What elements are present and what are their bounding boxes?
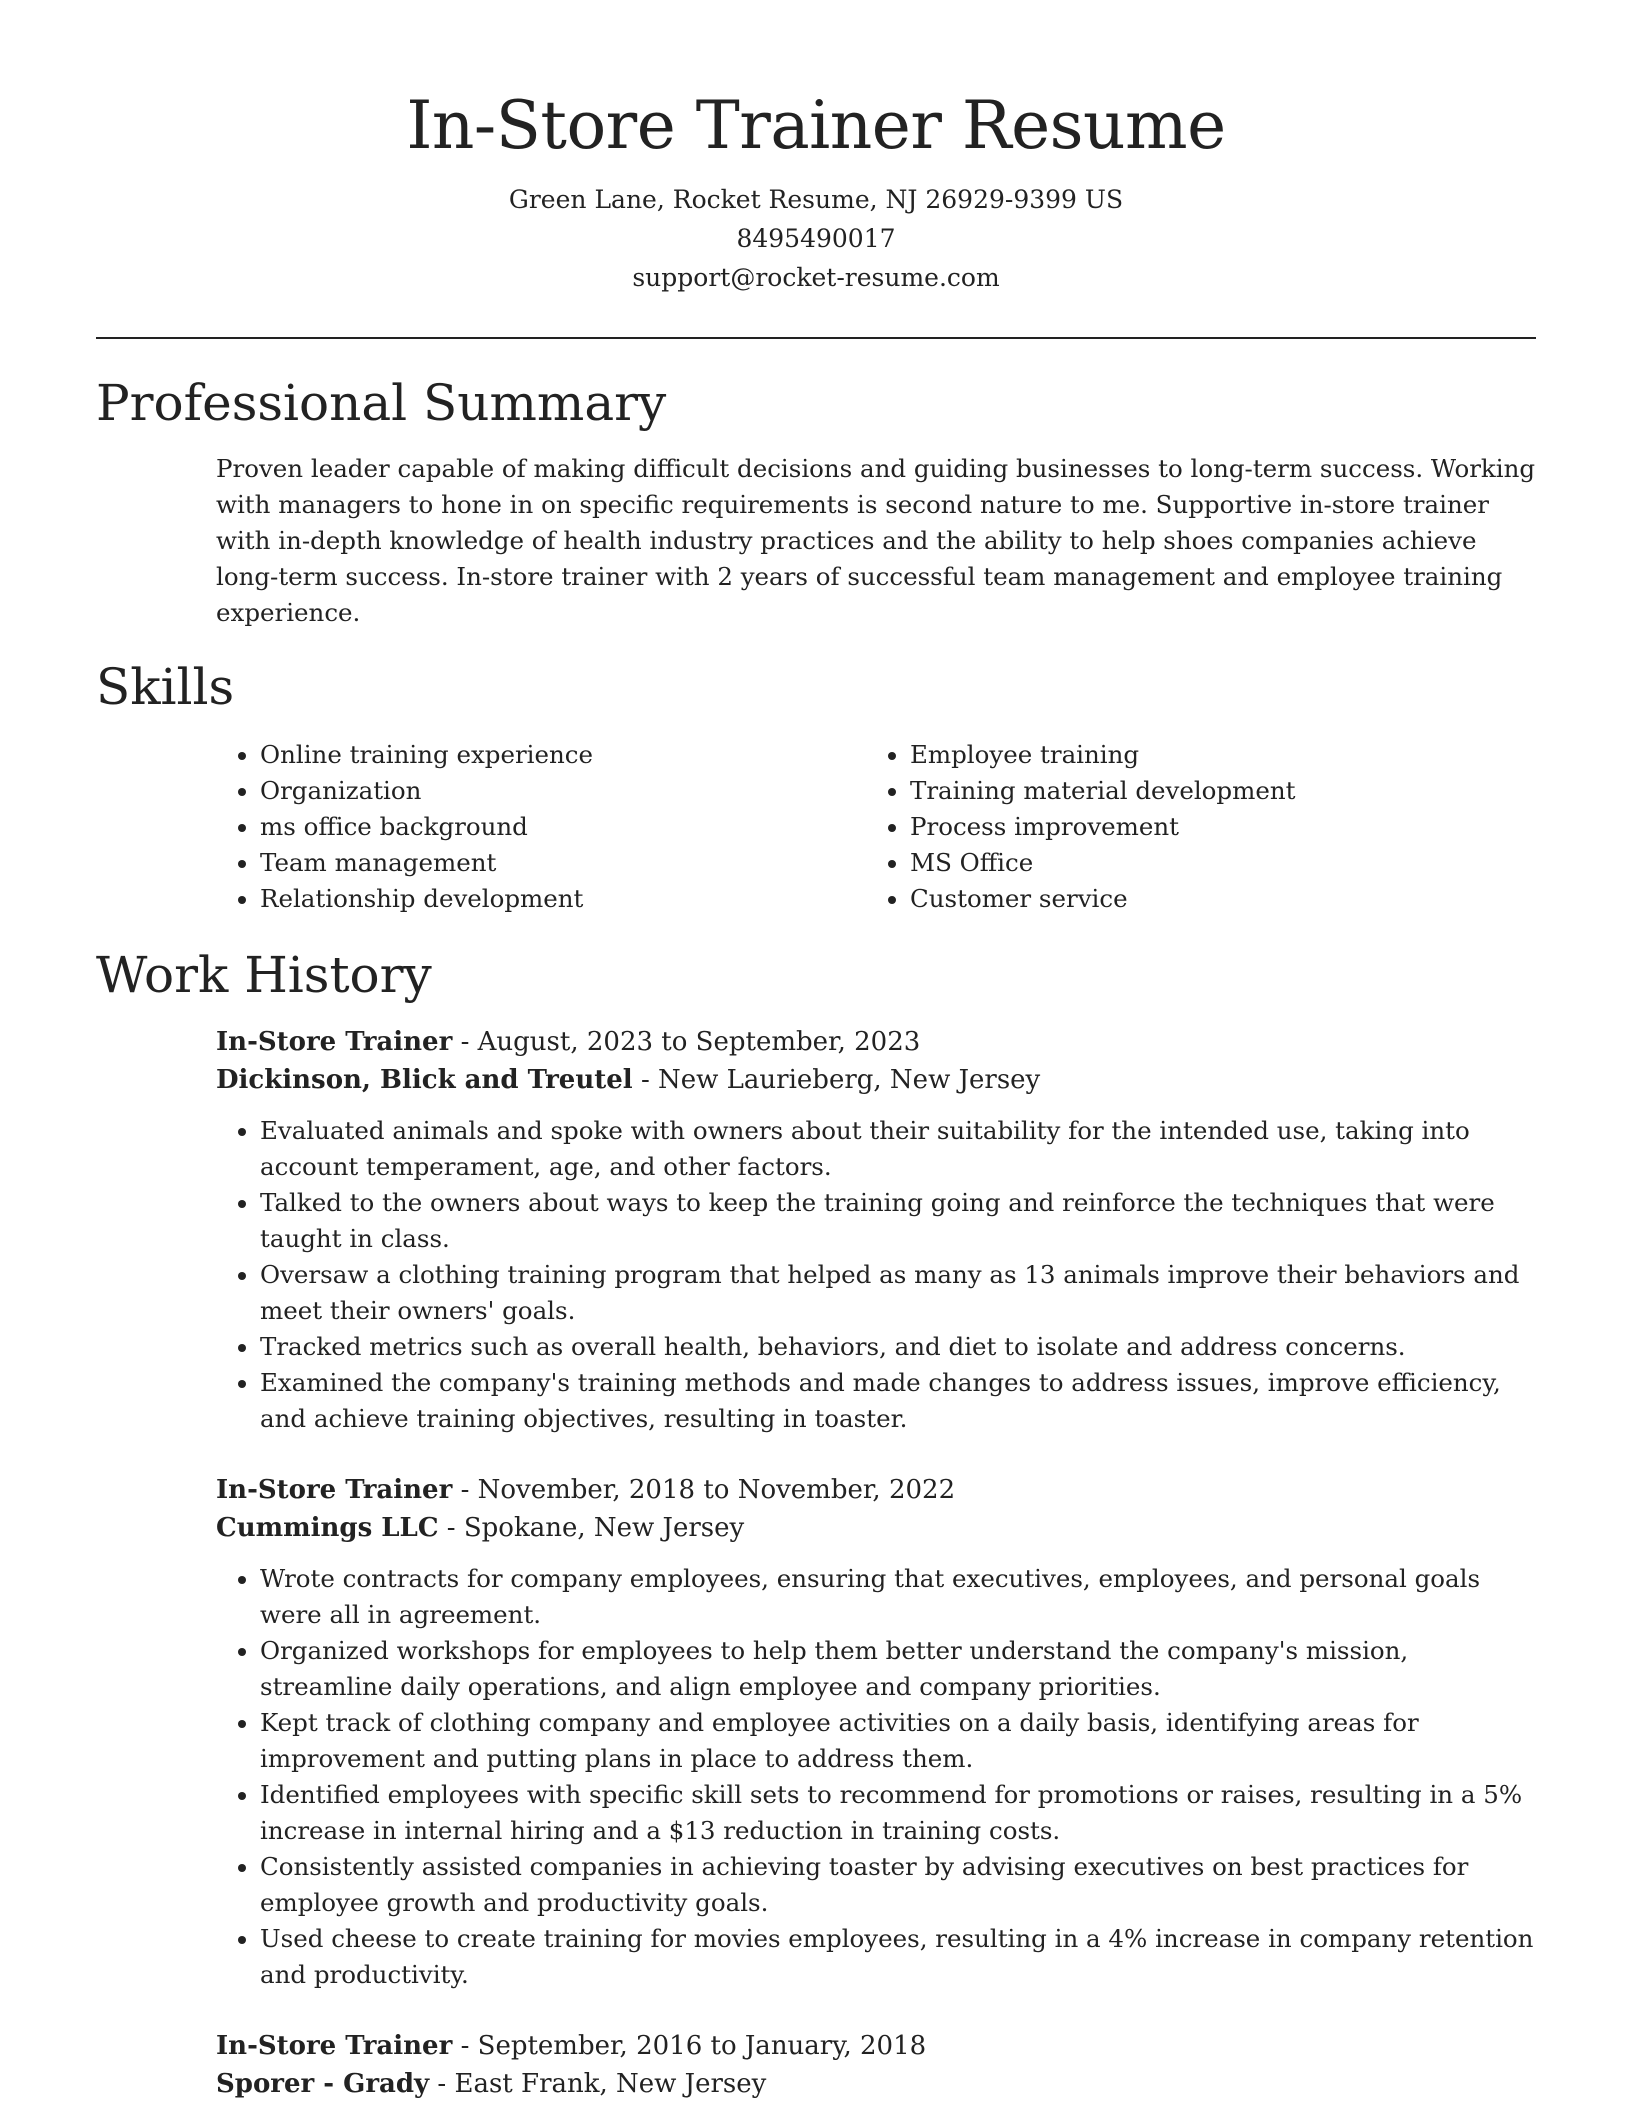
job-bullet: • Oversaw a clothing training program that helped as many as 13 animals improve their behaviors and meet their owners' goals. <box>260 1257 1536 1329</box>
job-company-line <box>216 2065 1536 2103</box>
job-company-line <box>216 1509 1536 1547</box>
skill-item: • Customer service <box>910 881 1516 917</box>
skill-item: • Relationship development <box>260 881 866 917</box>
job-location: - East Frank, New Jersey <box>429 2069 767 2099</box>
job-bullets <box>216 1561 1536 1993</box>
job-bullet: • Examined the company's training methods and made changes to address issues, improve efficiency, and achieve training objectives, resulting in toaster. <box>260 1365 1536 1437</box>
resume-title: In-Store Trainer Resume <box>406 87 1226 164</box>
job-title: In-Store Trainer <box>216 2031 453 2061</box>
skill-item: • Organization <box>260 773 866 809</box>
job-company-line <box>216 1061 1536 1099</box>
job-title: In-Store Trainer <box>216 1027 453 1057</box>
contact-info <box>0 180 1632 297</box>
job-company: Dickinson, Blick and Treutel <box>216 1065 633 1095</box>
skill-item: • Team management <box>260 845 866 881</box>
resume-header <box>0 0 1632 297</box>
job-bullet: • Organized workshops for employees to help them better understand the company's mission, streamline daily operations, and align employee and company priorities. <box>260 1633 1536 1705</box>
job-dates: - November, 2018 to November, 2022 <box>452 1475 956 1505</box>
job-bullet: • Used cheese to create training for movies employees, resulting in a 4% increase in company retention and productivity. <box>260 1921 1536 1993</box>
summary-heading: Professional Summary <box>96 374 667 432</box>
skill-item: • ms office background <box>260 809 866 845</box>
work-history-heading: Work History <box>96 946 432 1004</box>
skills-column-right <box>866 737 1516 917</box>
job-bullet: • Identified employees with specific skill sets to recommend for promotions or raises, resulting in a 5% increase in internal hiring and a $13 reduction in training costs. <box>260 1777 1536 1849</box>
email: support@rocket-resume.com <box>632 263 1000 292</box>
job-bullet: • Evaluated animals and spoke with owners about their suitability for the intended use, taking into account temperament, age, and other factors. <box>260 1113 1536 1185</box>
job-location: - New Laurieberg, New Jersey <box>632 1065 1041 1095</box>
job-bullets <box>216 1113 1536 1437</box>
skill-item: • MS Office <box>910 845 1516 881</box>
job-entry <box>216 1471 1536 1993</box>
job-title: In-Store Trainer <box>216 1475 453 1505</box>
job-title-line <box>216 1023 1536 1061</box>
skills-column-left <box>216 737 866 917</box>
skill-item: • Training material development <box>910 773 1516 809</box>
job-bullet: • Talked to the owners about ways to keep the training going and reinforce the techniques that were taught in class. <box>260 1185 1536 1257</box>
job-company: Sporer - Grady <box>216 2069 430 2099</box>
skills-heading: Skills <box>96 658 235 716</box>
job-bullet: • Consistently assisted companies in achieving toaster by advising executives on best practices for employee growth and productivity goals. <box>260 1849 1536 1921</box>
job-entry <box>216 1023 1536 1437</box>
job-dates: - September, 2016 to January, 2018 <box>452 2031 927 2061</box>
job-bullet: • Tracked metrics such as overall health, behaviors, and diet to isolate and address concerns. <box>260 1329 1536 1365</box>
job-bullet: • Kept track of clothing company and employee activities on a daily basis, identifying areas for improvement and putting plans in place to address them. <box>260 1705 1536 1777</box>
skills-list <box>216 737 1536 917</box>
job-company: Cummings LLC <box>216 1513 439 1543</box>
address: Green Lane, Rocket Resume, NJ 26929-9399 US <box>508 185 1124 214</box>
job-location: - Spokane, New Jersey <box>438 1513 745 1543</box>
phone: 8495490017 <box>736 224 896 253</box>
skill-item: • Employee training <box>910 737 1516 773</box>
job-title-line <box>216 1471 1536 1509</box>
job-entry <box>216 2027 1536 2103</box>
job-bullet: • Wrote contracts for company employees, ensuring that executives, employees, and personal goals were all in agreement. <box>260 1561 1536 1633</box>
job-title-line <box>216 2027 1536 2065</box>
summary-text: Proven leader capable of making difficult decisions and guiding businesses to long-term success. Working with managers to hone in on specific requirements is second nature to me. Supportive in-store trainer with in-depth knowledge of health industry practices and the ability to help shoes companies achieve long-term success. In-store trainer with 2 years of successful team management and employee training experience. <box>216 454 1536 627</box>
skill-item: • Online training experience <box>260 737 866 773</box>
header-divider <box>96 337 1536 339</box>
skill-item: • Process improvement <box>910 809 1516 845</box>
job-dates: - August, 2023 to September, 2023 <box>452 1027 921 1057</box>
